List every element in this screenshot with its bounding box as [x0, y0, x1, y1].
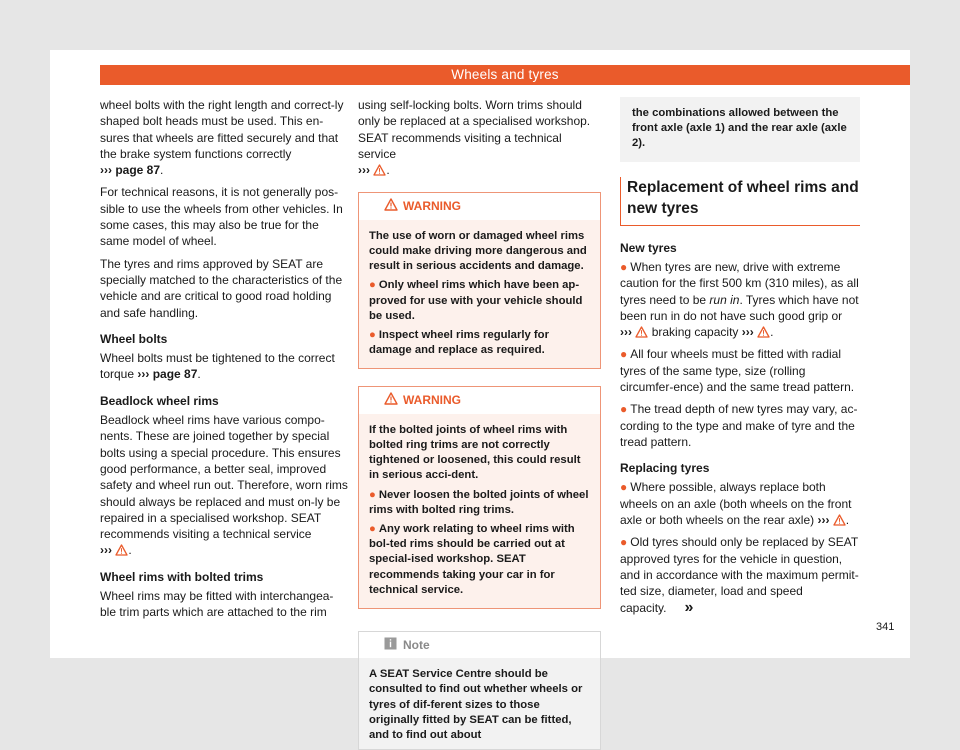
- warning-bullet: ● Any work relating to wheel rims with bol-ted rims should be carried out at special-ised workshop. SEAT recommends taking your car in for technical service.: [369, 522, 575, 596]
- warning-box: [358, 386, 601, 609]
- chapter-header: Wheels and tyres: [100, 65, 910, 85]
- note-continuation: the combinations allowed between the front axle (axle 1) and the rear axle (axle 2).: [620, 97, 860, 162]
- warning-bullet: ● Inspect wheel rims regularly for damage and replace as required.: [369, 329, 549, 357]
- note-box: [358, 631, 601, 750]
- warning-bullet: ● Never loosen the bolted joints of wheel rims with bolted ring trims.: [369, 488, 589, 516]
- warning-triangle-icon: [384, 392, 398, 405]
- warning-title: WARNING: [403, 393, 461, 408]
- warning-triangle-icon: [384, 198, 398, 211]
- warning-text: If the bolted joints of wheel rims with bolted ring trims are not correctly tightened or loosened, this could result in serious acci-dent.: [369, 423, 581, 482]
- paragraph: The tyres and rims approved by SEAT are specially matched to the characteristics of the vehicle and are critical to good road holding and safe handling.: [100, 256, 343, 320]
- bullet-item: ● When tyres are new, drive with extreme caution for the first 500 km (310 miles), as all tyres need to be run in. Tyres which have not been run in do not have such good grip or ››› braking capacity ››› .: [620, 259, 859, 340]
- warning-triangle-icon[interactable]: [833, 514, 846, 526]
- continue-marker: »: [684, 598, 694, 616]
- warning-link[interactable]: ›››: [741, 325, 754, 340]
- warning-link[interactable]: ›››: [817, 513, 830, 528]
- warning-box: [358, 192, 601, 369]
- warning-triangle-icon[interactable]: [757, 326, 770, 338]
- subheading-new-tyres: New tyres: [620, 240, 677, 255]
- warning-text: The use of worn or damaged wheel rims could make driving more dangerous and result in serious accidents and damage.: [369, 229, 587, 273]
- page-link[interactable]: ››› page 87: [137, 367, 198, 382]
- subheading-wheel-bolts: Wheel bolts: [100, 331, 168, 346]
- manual-page: [50, 50, 910, 742]
- column-2: [358, 97, 601, 750]
- warning-title: WARNING: [403, 199, 461, 214]
- subheading-beadlock: Beadlock wheel rims: [100, 393, 219, 408]
- warning-link[interactable]: ›››: [358, 163, 370, 178]
- bullet-item: ● The tread depth of new tyres may vary, ac-cording to the type and make of tyre and the tread pattern.: [620, 402, 858, 449]
- warning-triangle-icon[interactable]: [635, 326, 648, 338]
- bullet-item: ● Old tyres should only be replaced by SEAT approved tyres for the vehicle in question, and in accordance with the maximum permit-ted size, diameter, load and speed capacity. »: [620, 535, 859, 616]
- warning-triangle-icon[interactable]: [115, 544, 128, 556]
- bullet-item: ● Where possible, always replace both wheels on an axle (both wheels on the front axle or both wheels on the rear axle) ››› .: [620, 480, 852, 528]
- bullet-item: ● All four wheels must be fitted with radial tyres of the same type, size (rolling circumfer-ence) and the same tread pattern.: [620, 347, 855, 394]
- subheading-bolted-trims: Wheel rims with bolted trims: [100, 569, 264, 584]
- intro-paragraph: wheel bolts with the right length and correct-ly shaped bolt heads must be used. This en-sures that wheels are fitted securely and that the brake system functions correctly ››› page 87.: [100, 98, 344, 178]
- note-title: Note: [403, 637, 430, 652]
- column-1: [100, 97, 348, 627]
- warning-triangle-icon[interactable]: [373, 164, 386, 176]
- note-text: A SEAT Service Centre should be consulted to find out whether wheels or tyres of dif-ferent sizes to those originally fitted by SEAT can be fitted, and to find out about: [369, 668, 583, 742]
- section-title: Replacement of wheel rims and new tyres: [620, 177, 860, 226]
- paragraph: Beadlock wheel rims have various compo-nents. These are joined together by special bolts using a special procedure. This ensures good performance, a better seal, improved safety and wheel run out. Therefore, worn rims should always be replaced and must on-ly be repaired in a specialised workshop. SEAT recommends visiting a technical service ››› .: [100, 413, 348, 558]
- paragraph: Wheel bolts must be tightened to the correct torque ››› page 87.: [100, 351, 335, 382]
- warning-link[interactable]: ›››: [100, 543, 112, 558]
- warning-bullet: ● Only wheel rims which have been ap-proved for use with your vehicle should be used.: [369, 279, 583, 322]
- warning-link[interactable]: ›››: [620, 325, 632, 340]
- info-icon: [384, 637, 397, 650]
- subheading-replacing-tyres: Replacing tyres: [620, 461, 710, 476]
- paragraph: For technical reasons, it is not generally pos-sible to use the wheels from other vehicles. In some cases, this may also be true for the same model of wheel.: [100, 185, 343, 249]
- page-number: 341: [876, 621, 895, 633]
- paragraph: Wheel rims may be fitted with interchangea-ble trim parts which are attached to the rim: [100, 589, 334, 620]
- page-link[interactable]: ››› page 87: [100, 163, 161, 178]
- column-3: [620, 97, 860, 622]
- paragraph: using self-locking bolts. Worn trims should only be replaced at a specialised workshop. SEAT recommends visiting a technical service ››› .: [358, 98, 591, 178]
